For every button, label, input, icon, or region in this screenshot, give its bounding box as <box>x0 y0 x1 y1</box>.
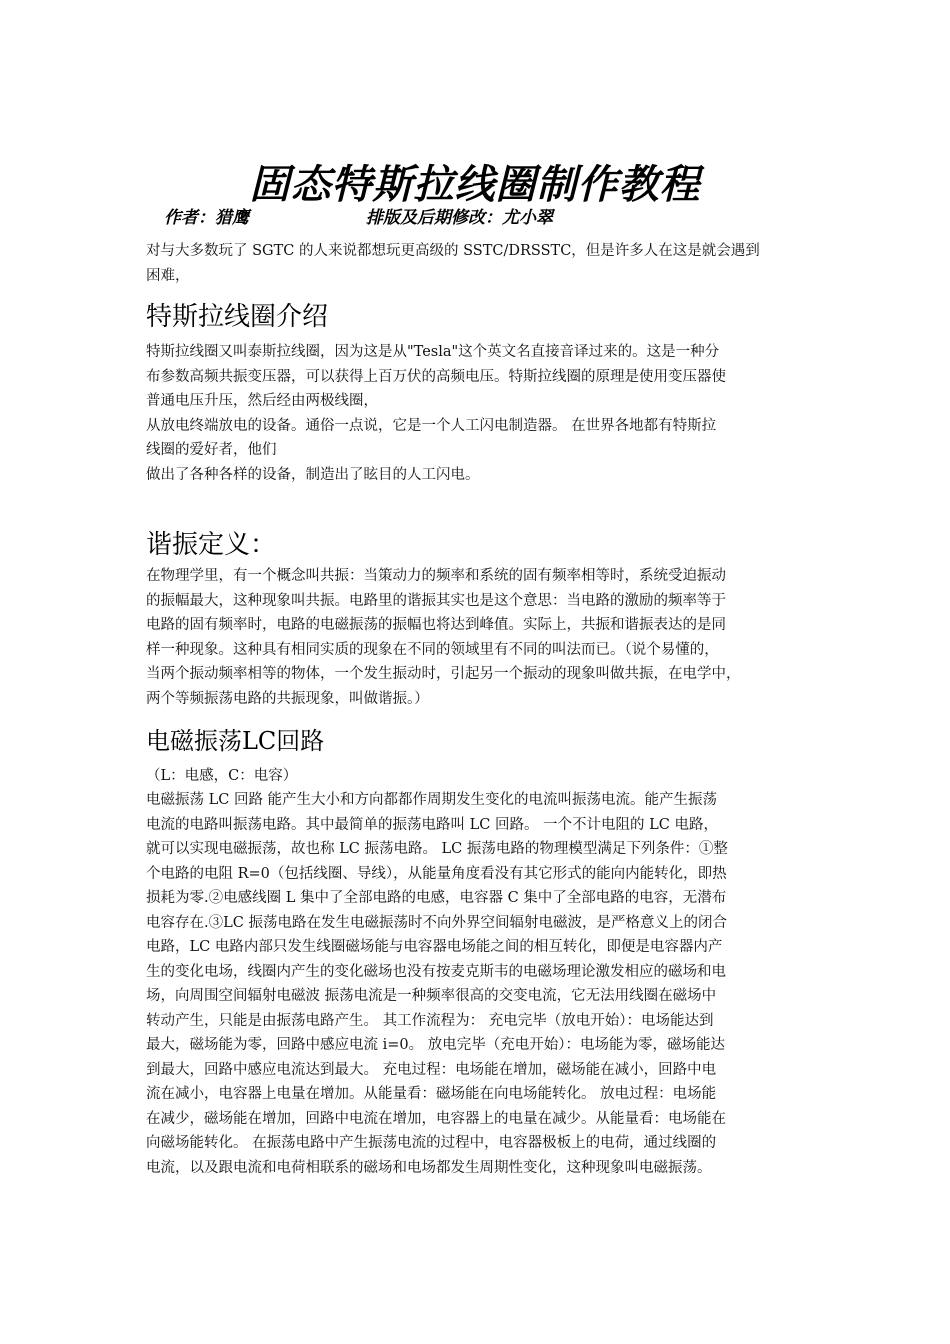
lc-line: 损耗为零.②电感线圈 L 集中了全部电路的电感，电容器 C 集中了全部电路的电容，无潜布 <box>146 890 727 906</box>
document-title: 固态特斯拉线圈制作教程 <box>249 161 701 208</box>
intro-line: 对与大多数玩了 SGTC 的人来说都想玩更高级的 SSTC/DRSSTC，但是许多人在这是就会遇到 <box>146 243 760 259</box>
tesla-paragraph <box>146 340 810 487</box>
resonance-line: 电路的固有频率时，电路的电磁振荡的振幅也将达到峰值。实际上，共振和谐振表达的是同 <box>146 617 726 633</box>
lc-line: 场，向周围空间辐射电磁波 振荡电流是一种频率很高的交变电流，它无法用线圈在磁场中 <box>146 988 717 1004</box>
lc-line: 最大，磁场能为零，回路中感应电流 i=0。 放电完毕（充电开始）：电场能为零，磁场能达 <box>146 1037 725 1053</box>
editor-credit: 排版及后期修改：尤小翠 <box>366 208 553 228</box>
resonance-paragraph <box>146 564 810 711</box>
resonance-line: 两个等频振荡电路的共振现象，叫做谐振。） <box>146 690 429 707</box>
lc-line: 转动产生，只能是由振荡电路产生。 其工作流程为： 充电完毕（放电开始）：电场能达到 <box>146 1012 714 1029</box>
lc-line: 电容存在.③LC 振荡电路在发生电磁振荡时不向外界空间辐射电磁波，是严格意义上的闭合 <box>146 914 727 931</box>
lc-line: 电流的电路叫振荡电路。其中最简单的振荡电路叫 LC 回路。 一个不计电阻的 LC 电路， <box>146 816 718 833</box>
author-credit: 作者：猎鹰 <box>164 208 249 228</box>
tesla-line: 从放电终端放电的设备。通俗一点说，它是一个人工闪电制造器。 在世界各地都有特斯拉 <box>146 417 717 434</box>
lc-paragraph <box>146 788 810 1180</box>
lc-line: 就可以实现电磁振荡，故也称 LC 振荡电路。 LC 振荡电路的物理模型满足下列条件：①整 <box>146 841 728 857</box>
tesla-line: 普通电压升压，然后经由两极线圈， <box>146 393 378 409</box>
lc-line: 向磁场能转化。 在振荡电路中产生振荡电流的过程中，电容器极板上的电荷，通过线圈的 <box>146 1135 717 1151</box>
tesla-line: 特斯拉线圈又叫泰斯拉线圈，因为这是从"Tesla"这个英文名直接音译过来的。这是一种分 <box>146 344 720 360</box>
resonance-line: 样一种现象。这种具有相同实质的现象在不同的领域里有不同的叫法而已。（说个易懂的， <box>146 641 719 658</box>
lc-line: 在减少，磁场能在增加，回路中电流在增加，电容器上的电量在减少。从能量看：电场能在 <box>146 1110 726 1127</box>
lc-line: 到最大，回路中感应电流达到最大。 充电过程：电场能在增加，磁场能在减小，回路中电 <box>146 1061 717 1078</box>
lc-line: 电路，LC 电路内部只发生线圈磁场能与电容器电场能之间的相互转化，即便是电容器内产 <box>146 939 723 955</box>
intro-paragraph <box>146 239 810 288</box>
lc-line: 电流，以及跟电流和电荷相联系的磁场和电场都发生周期性变化，这种现象叫电磁振荡。 <box>146 1159 712 1176</box>
lc-line: 个电路的电阻 R=0（包括线圈、导线），从能量角度看没有其它形式的能向内能转化，即热 <box>146 865 727 882</box>
resonance-line: 的振幅最大，这种现象叫共振。电路里的谐振其实也是这个意思：当电路的激励的频率等于 <box>146 592 726 609</box>
lc-section-heading: 电磁振荡LC回路 <box>146 727 325 755</box>
lc-note: （L：电感，C：电容） <box>146 768 298 784</box>
lc-line: 生的变化电场，线圈内产生的变化磁场也没有按麦克斯韦的电磁场理论激发相应的磁场和电 <box>146 963 726 980</box>
intro-line: 困难， <box>146 267 190 284</box>
tesla-line: 做出了各种各样的设备，制造出了眩目的人工闪电。 <box>146 466 480 483</box>
lc-line: 电磁振荡 LC 回路 能产生大小和方向都都作周期发生变化的电流叫振荡电流。能产生振荡 <box>146 792 718 808</box>
tesla-section-heading: 特斯拉线圈介绍 <box>146 302 329 332</box>
tesla-line: 线圈的爱好者，他们 <box>146 442 277 458</box>
resonance-line: 在物理学里，有一个概念叫共振：当策动力的频率和系统的固有频率相等时，系统受迫振动 <box>146 568 726 584</box>
resonance-section-heading: 谐振定义： <box>146 530 277 560</box>
resonance-line: 当两个振动频率相等的物体，一个发生振动时，引起另一个振动的现象叫做共振，在电学中， <box>146 666 741 682</box>
tesla-line: 布参数高频共振变压器，可以获得上百万伏的高频电压。特斯拉线圈的原理是使用变压器使 <box>146 368 726 385</box>
lc-line: 流在减小，电容器上电量在增加。从能量看：磁场能在向电场能转化。 放电过程：电场能 <box>146 1086 717 1102</box>
